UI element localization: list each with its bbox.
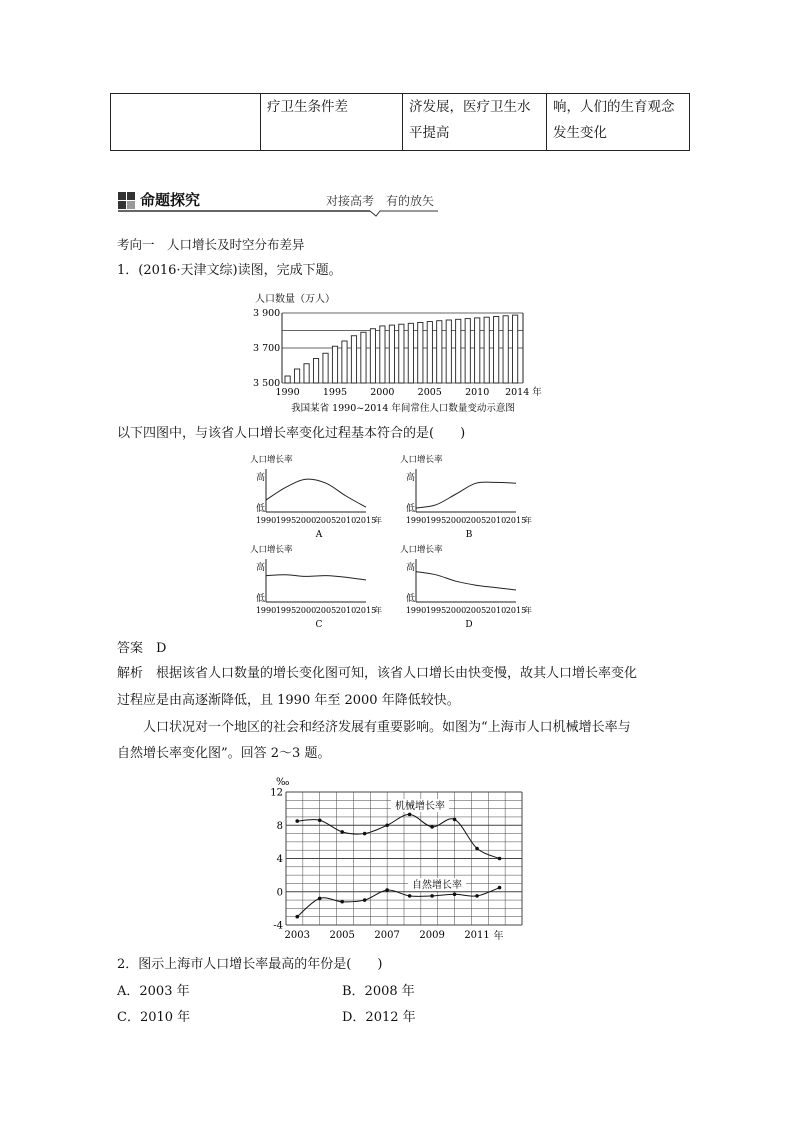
option-letter: A xyxy=(315,530,323,540)
q2-option-b[interactable]: B．2008 年 xyxy=(342,984,415,999)
q1-answer: 答案 D xyxy=(117,641,167,656)
data-point xyxy=(408,813,412,817)
data-point xyxy=(430,894,434,898)
y-axis-label: 人口增长率 xyxy=(250,455,293,465)
x-tick-label: 2011 xyxy=(464,930,490,941)
y-tick-label: -4 xyxy=(273,920,283,932)
x-tick-label: 2015 xyxy=(355,516,377,525)
shanghai-growth-chart xyxy=(270,773,530,945)
bar-1997 xyxy=(351,336,356,383)
y-axis-label: 人口增长率 xyxy=(400,545,443,555)
x-tick-label: 2010 xyxy=(335,516,357,525)
y-tick-label: 3 500 xyxy=(253,378,281,389)
data-point xyxy=(498,886,502,890)
x-tick-label: 2010 xyxy=(465,387,490,398)
x-tick-label: 2000 xyxy=(295,606,317,615)
data-point xyxy=(498,857,502,861)
q1-analysis-line2: 过程应是由高逐渐降低，且 1990 年至 2000 年降低较快。 xyxy=(117,693,460,708)
x-tick-label: 2000 xyxy=(370,387,395,398)
bar-1998 xyxy=(361,332,366,383)
option-c-chart xyxy=(250,540,380,628)
option-b-chart xyxy=(400,452,550,540)
section-square-icon xyxy=(118,192,135,209)
x-tick-label: 2000 xyxy=(295,516,317,525)
x-tick-label: 2003 xyxy=(284,930,310,941)
x-tick-label: 2005 xyxy=(417,387,442,398)
table-cell xyxy=(261,94,403,151)
x-tick-label: 2005 xyxy=(315,606,337,615)
x-unit-label: 年 xyxy=(493,931,504,942)
bar-2014 xyxy=(513,315,518,383)
x-tick-label: 1990 xyxy=(405,516,427,525)
x-tick-label: 2010 xyxy=(485,606,507,615)
data-point xyxy=(385,888,389,892)
x-tick-label: 1990 xyxy=(405,606,427,615)
data-point xyxy=(318,818,322,822)
x-tick-label: 1990 xyxy=(275,387,300,398)
y-unit-label: ‰ xyxy=(276,777,290,788)
high-label: 高 xyxy=(256,563,266,573)
intro-line1: 人口状况对一个地区的社会和经济发展有重要影响。如图为“上海市人口机械增长率与 xyxy=(143,720,631,735)
natural-growth-label: 自然增长率 xyxy=(412,880,462,891)
bar-2000 xyxy=(380,326,385,383)
table-row xyxy=(111,94,690,151)
q2-option-a[interactable]: A．2003 年 xyxy=(117,984,190,999)
series-line xyxy=(416,572,516,590)
bar-1993 xyxy=(313,359,318,384)
section-tagline: 对接高考 有的放矢 xyxy=(326,194,435,208)
population-bar-chart xyxy=(250,290,560,420)
mechanical-growth-line xyxy=(297,814,499,858)
q1-analysis-line1: 解析 根据该省人口数量的增长变化图可知，该省人口增长由快变慢，故其人口增长率变化 xyxy=(117,666,638,681)
section-title: 命题探究 xyxy=(140,191,201,209)
y-axis-label: 人口增长率 xyxy=(400,455,443,465)
x-tick-label: 2000 xyxy=(445,516,467,525)
cell-text: 发生变化 xyxy=(553,125,607,141)
x-tick-label: 2007 xyxy=(374,930,400,941)
table-cell xyxy=(403,94,547,151)
cell-text: 济发展，医疗卫生水 xyxy=(409,99,531,115)
y-tick-label: 3 700 xyxy=(253,343,281,354)
q2-option-c[interactable]: C．2010 年 xyxy=(117,1010,191,1025)
x-tick-label: 1990 xyxy=(255,516,277,525)
option-letter: D xyxy=(465,620,473,630)
bar-1994 xyxy=(323,353,328,383)
data-point xyxy=(340,900,344,904)
q1-stem: 1．(2016·天津文综)读图，完成下题。 xyxy=(117,263,342,278)
y-tick-label: 3 900 xyxy=(253,308,281,319)
high-label: 高 xyxy=(406,473,416,483)
x-tick-label: 2015 xyxy=(505,516,527,525)
high-label: 高 xyxy=(406,563,416,573)
section-underline xyxy=(118,208,438,218)
intro-line2: 自然增长率变化图”。回答 2～3 题。 xyxy=(117,746,331,761)
bar-2010 xyxy=(475,318,480,383)
bar-2006 xyxy=(437,321,442,383)
bar-2003 xyxy=(408,323,413,383)
y-tick-label: 12 xyxy=(270,787,283,799)
y-axis-label: 人口增长率 xyxy=(250,545,293,555)
data-point xyxy=(295,915,299,919)
bar-2005 xyxy=(427,322,432,383)
bar-2002 xyxy=(399,324,404,383)
cell-text: 疗卫生条件差 xyxy=(267,99,348,115)
x-tick-label: 2005 xyxy=(329,930,355,941)
x-tick-label: 1995 xyxy=(275,606,297,615)
bar-2004 xyxy=(418,322,423,383)
data-point xyxy=(453,892,457,896)
bar-1991 xyxy=(294,369,299,383)
bar-2012 xyxy=(494,317,499,384)
bar-1995 xyxy=(332,346,337,383)
data-point xyxy=(475,847,479,851)
x-tick-label: 2009 xyxy=(419,930,445,941)
mechanical-growth-label: 机械增长率 xyxy=(395,801,445,812)
data-point xyxy=(295,819,299,823)
q2-option-d[interactable]: D．2012 年 xyxy=(342,1010,416,1025)
bar-1999 xyxy=(370,329,375,383)
x-tick-label: 2015 xyxy=(355,606,377,615)
data-point xyxy=(385,823,389,827)
series-line xyxy=(266,575,366,580)
x-tick-label: 2005 xyxy=(465,606,487,615)
low-label: 低 xyxy=(406,504,416,514)
y-axis-label: 人口数量（万人） xyxy=(255,294,335,305)
x-tick-label: 2010 xyxy=(335,606,357,615)
data-point xyxy=(475,894,479,898)
data-point xyxy=(363,832,367,836)
cell-text: 平提高 xyxy=(409,125,450,141)
data-point xyxy=(363,898,367,902)
option-d-chart xyxy=(400,540,550,628)
series-line xyxy=(266,479,366,507)
cell-text: 响，人们的生育观念 xyxy=(553,99,675,115)
option-a-chart xyxy=(250,452,382,540)
x-tick-label: 1995 xyxy=(275,516,297,525)
series-line xyxy=(416,482,516,508)
bar-1996 xyxy=(342,341,347,383)
x-tick-label: 2010 xyxy=(485,516,507,525)
x-tick-label: 2014 年 xyxy=(505,387,542,398)
y-tick-label: 0 xyxy=(276,887,283,899)
data-point xyxy=(340,830,344,834)
bar-2001 xyxy=(389,325,394,383)
data-point xyxy=(453,818,457,822)
chart-title: 我国某省 1990~2014 年间常住人口数量变动示意图 xyxy=(291,403,515,414)
comparison-table xyxy=(110,93,690,151)
option-letter: C xyxy=(315,620,323,630)
bar-2013 xyxy=(503,316,508,383)
option-letter: B xyxy=(465,530,473,540)
x-unit-label: 年 xyxy=(524,606,532,615)
bar-1992 xyxy=(304,364,309,383)
bar-1990 xyxy=(285,376,290,383)
table-cell xyxy=(111,94,261,151)
high-label: 高 xyxy=(256,473,266,483)
bar-2009 xyxy=(465,319,470,383)
x-unit-label: 年 xyxy=(524,516,532,525)
bar-2007 xyxy=(446,320,451,383)
y-tick-label: 4 xyxy=(276,854,283,865)
low-label: 低 xyxy=(406,594,416,604)
table-cell xyxy=(547,94,690,151)
x-unit-label: 年 xyxy=(374,516,382,525)
x-unit-label: 年 xyxy=(374,606,382,615)
x-tick-label: 1995 xyxy=(425,516,447,525)
low-label: 低 xyxy=(256,504,266,514)
q2-stem: 2．图示上海市人口增长率最高的年份是( ) xyxy=(117,957,383,972)
x-tick-label: 1990 xyxy=(255,606,277,615)
q1-prompt: 以下四图中，与该省人口增长率变化过程基本符合的是( ) xyxy=(117,426,466,441)
x-tick-label: 1995 xyxy=(322,387,348,398)
kaoxiang-heading: 考向一 人口增长及时空分布差异 xyxy=(117,237,305,252)
bar-2008 xyxy=(456,319,461,383)
bar-2011 xyxy=(484,317,489,383)
data-point xyxy=(408,894,412,898)
x-tick-label: 2000 xyxy=(445,606,467,615)
x-tick-label: 2005 xyxy=(315,516,337,525)
x-tick-label: 2005 xyxy=(465,516,487,525)
data-point xyxy=(318,897,322,901)
low-label: 低 xyxy=(256,594,266,604)
data-point xyxy=(430,825,434,829)
y-tick-label: 8 xyxy=(276,820,283,832)
x-tick-label: 2015 xyxy=(505,606,527,615)
x-tick-label: 1995 xyxy=(425,606,447,615)
